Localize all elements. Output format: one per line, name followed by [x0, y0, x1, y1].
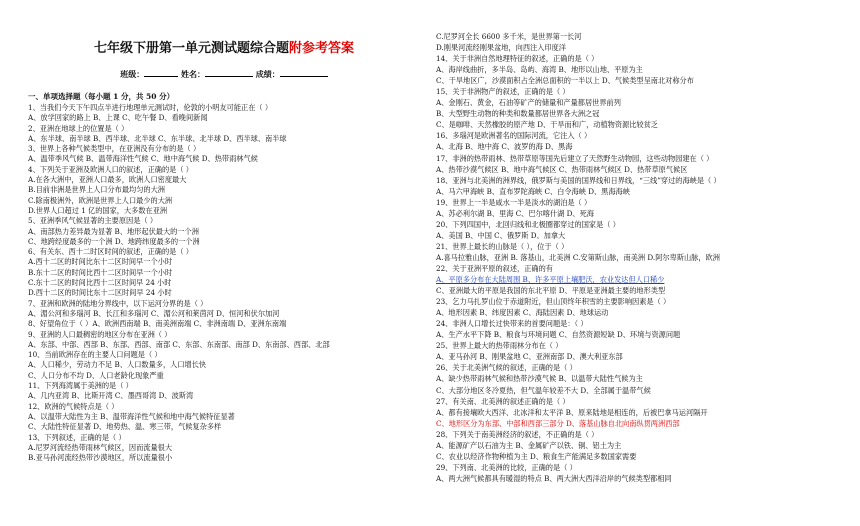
question-line: A、南部热力差异最为显著 B、地形起伏最大的一个洲	[28, 226, 199, 236]
question-line: B.东十二区的时间比西十二区时间早一个小时	[28, 267, 173, 277]
question-line: A、马六甲海峡 B、直布罗陀海峡 C、白令海峡 D、黑海海峡	[436, 186, 630, 196]
question-line: D.西十二区的时间比东十二区时间早 24 小时	[28, 288, 172, 298]
question-line: 7、亚洲和欧洲的陆地分界线中，以下运河分界的是（ ）	[28, 298, 208, 308]
question-line: C、大部分地区冬冷夏热，但气温年较差不大 D、全部属于温带气候	[436, 385, 651, 395]
question-line: D.世界人口超过 1 亿的国家，大多数在亚洲	[28, 205, 168, 215]
question-line: A、都有接壤欧大西洋、北冰洋和太平洋 B、原来陆地是相连的，后被巴拿马运河隔开	[436, 407, 708, 417]
question-line: 2、亚洲在地球上的位置是（ ）	[28, 123, 129, 133]
question-line: A、北海 B、地中海 C、波罗的海 D、黑海	[436, 142, 573, 152]
question-line: 29、下列南、北美洲的比较，正确的是（ ）	[436, 462, 577, 472]
question-line: C、是咖啡、天然橡胶的原产地 D、干旱而和广，动植物资源比较贫乏	[436, 120, 658, 130]
question-line: C、大陆性特征显著 D、地势热、温、寒三带，气候复杂多样	[28, 422, 222, 432]
question-line: D.刚果河流经刚果盆地，向西注入印度洋	[436, 43, 566, 53]
question-line: 22、关于亚洲平原的叙述，正确的有	[436, 263, 553, 273]
question-line: A、人口稀少，劳动力不足 B、人口数量多，人口增长快	[28, 360, 207, 370]
question-line: 15、关于非洲物产的叙述，正确的是（ ）	[436, 87, 570, 97]
question-line: C.除南极洲外，欧洲是世界上人口最少的大洲	[28, 195, 173, 205]
class-label: 班级：	[120, 69, 145, 79]
question-line: 24、非洲人口增长过快带来的首要问题是：（ ）	[436, 319, 588, 329]
section-heading: 一、单项选择题（每小题 1 分，共 50 分）	[28, 92, 175, 101]
question-line: C、亚洲最大的平原是我国的东北平原 D、平原是亚洲最主要的地形类型	[436, 286, 666, 296]
question-line: A.尼罗河流经热带雨林气候区，因而流量很大	[28, 442, 173, 452]
question-line: 16、多瑙河是欧洲著名的国际河流，它注入（ ）	[436, 131, 592, 141]
question-line: 12、欧洲的气候特点是（ ）	[28, 401, 119, 411]
question-line: 9、亚洲的人口最稠密的地区分布在亚洲（ ）	[28, 329, 172, 339]
question-line: 17、非洲的热带雨林、热带草原等国先后建立了天然野生动物园，这些动物园建在（ ）	[436, 153, 714, 163]
question-line: 11、下列海湾属于美洲的是（ ）	[28, 381, 133, 391]
question-line: 6、有关东、西十二时区时间的叙述，正确的是（ ）	[28, 247, 193, 257]
question-line: 1、当我们今天下午四点半进行地理单元测试时，伦敦的小明友可能正在（ ）	[28, 103, 273, 112]
question-line: A、生产水平下降 B、粮食与环境问题 C、自然资源短缺 D、环境与资源问题	[436, 330, 681, 340]
question-line: A、东部、中部、西部 B、东部、西部、南部 C、东部、东南部、南部 D、东南部、西部、北部	[28, 339, 330, 349]
question-line: 20、下列四国中，北回归线和北极圈都穿过的国家是（ ）	[436, 219, 620, 229]
question-line: A、东半球、南半球 B、西半球、北半球 C、东半球、北半球 D、西半球、南半球	[28, 133, 287, 143]
question-line: A、湄公河和多瑙河 B、长江和多瑙河 C、湄公河和莱茵河 D、恒河和伏尔加河	[28, 308, 280, 318]
title-main: 七年级下册第一单元测试题综合题	[93, 41, 289, 56]
left-questions	[28, 103, 420, 463]
question-line: A、金刚石、黄金，石油等矿产的储量和产量都居世界前列	[436, 98, 621, 108]
question-line: A、苏必利尔湖 B、里海 C、巴尔喀什湖 D、死海	[436, 208, 594, 218]
question-line: C、农业以经济作物种植为主 D、粮食生产能满足多数国家需要	[436, 451, 637, 461]
left-column	[28, 0, 420, 463]
question-line: 27、有关南、北美洲的叙述正确的是（ ）	[436, 396, 570, 406]
title-answer-tag: 附参考答案	[289, 41, 355, 56]
question-line: A、两大洲气候都具有暖湿的特点 B、两大洲大西洋沿岸的气候类型都相同	[436, 473, 672, 483]
question-line: A、能源矿产以石油为主 B、金属矿产以铁、铜、铝土为主	[436, 440, 622, 450]
question-line: A、亚马孙河 B、刚果盆地 C、亚洲南部 D、澳大利亚东部	[436, 352, 623, 362]
question-line: 8、好望角位于（ ）A、欧洲西南端 B、南美洲南端 C、非洲南端 D、亚洲东南端	[28, 319, 287, 329]
question-line: A、温带季风气候 B、温带海洋性气候 C、地中海气候 D、热带雨林气候	[28, 154, 258, 164]
question-line: B、大型野生动物的种类和数量都居世界各大洲之冠	[436, 109, 600, 119]
question-line: B.目前非洲是世界上人口分布最均匀的大洲	[28, 185, 165, 195]
question-line: 28、下列关于南美洲经济的叙述，不正确的是（ ）	[436, 429, 599, 439]
question-line: A、几内亚湾 B、比斯开湾 C、墨西哥湾 D、波斯湾	[28, 391, 194, 401]
question-line: 4、下列关于亚洲及欧洲人口的叙述，正确的是（ ）	[28, 164, 193, 174]
question-line: C、地形区分为东部、中部和西部三部分 D、落基山脉自北向南纵贯两洲西部	[436, 418, 680, 428]
question-line: C、干旱地区广，沙漠面积占全洲总面积的一半以上 D、气候类型呈南北对称分布	[436, 76, 694, 86]
question-line: A、放学回家的路上 B、上课 C、吃午餐 D、看晚间新闻	[28, 113, 208, 123]
question-line: A.西十二区的时间比东十二区时间早一个小时	[28, 257, 173, 267]
question-line: A.在各大洲中，亚洲人口最多，欧洲人口密度最大	[28, 175, 187, 185]
question-line: A、海岸线曲折，多半岛、岛屿、海湾 B、地形以山地、平原为主	[436, 65, 643, 75]
question-line: 26、关于北美洲气候的叙述，正确的是（ ）	[436, 363, 577, 373]
name-blank	[205, 68, 253, 77]
name-label: 姓名：	[181, 69, 205, 79]
question-line: A、地形因素 B、纬度因素 C、海陆因素 D、地球运动	[436, 308, 609, 318]
right-column	[436, 0, 846, 484]
question-line: 21、世界上最长的山脉是（ ），位于（ ）	[436, 241, 569, 251]
question-line: 18、亚洲与北美洲的洲界线，俄罗斯与美国的国界线和日界线，“三线”穿过的海峡是（ ）	[436, 175, 721, 185]
question-line: 25、世界上最大的热带雨林分布在（ ）	[436, 341, 563, 351]
question-line: 19、世界上一半是咸水一半是淡水的湖泊是（ ）	[436, 197, 592, 207]
question-line: 5、亚洲季风气候显著的主要原因是（ ）	[28, 216, 158, 226]
score-blank	[280, 68, 328, 77]
score-label: 成绩：	[255, 69, 280, 79]
question-line: A、以温带大陆性为主 B、温带海洋性气候和地中海气候特征显著	[28, 411, 235, 421]
question-line: C.东十二区的时间比西十二区时间早 24 小时	[28, 278, 172, 288]
question-line: 14、关于非洲自然地理特征的叙述，正确的是（ ）	[436, 54, 599, 64]
question-line: A、美国 B、中国 C、俄罗斯 D、加拿大	[436, 230, 566, 240]
question-line: 13、下列叙述，正确的是（ ）	[28, 432, 126, 442]
right-questions	[436, 31, 846, 484]
question-line: A、缺少热带雨林气候和热带沙漠气候 B、以温带大陆性气候为主	[436, 374, 643, 384]
question-line: 23、乞力马扎罗山位于赤道附近，但山顶终年积雪的主要影响因素是（ ）	[436, 297, 671, 307]
question-line: B.亚马孙河流经热带沙漠地区，所以流量很小	[28, 453, 173, 463]
question-line: 10、当前欧洲存在的主要人口问题是（ ）	[28, 350, 162, 360]
question-line: A、平原多分布在大陆周围 B、许多平原上壤肥沃，农业发达但人口稀少	[436, 275, 665, 285]
question-line: C.尼罗河全长 6600 多千米，是世界第一长河	[436, 32, 582, 41]
class-blank	[144, 68, 178, 77]
page-title	[28, 40, 420, 58]
question-line: A、热带沙漠气候区 B、地中海气候区 C、热带雨林气候区 D、热带草原气候区	[436, 164, 688, 174]
question-line: 3、世界上各种气候类型中，在亚洲没有分布的是（ ）	[28, 144, 201, 154]
question-line: A.喜马拉雅山脉，亚洲 B. 落基山，北美洲 C.安第斯山脉，南美洲 D.阿尔卑斯山脉，欧洲	[436, 252, 720, 262]
question-line: C、人口分布不均 D、人口老龄化现象严重	[28, 370, 164, 380]
question-line: C、地跨经度最多的一个洲 D、地跨纬度最多的一个洲	[28, 236, 200, 246]
student-info	[28, 67, 420, 81]
